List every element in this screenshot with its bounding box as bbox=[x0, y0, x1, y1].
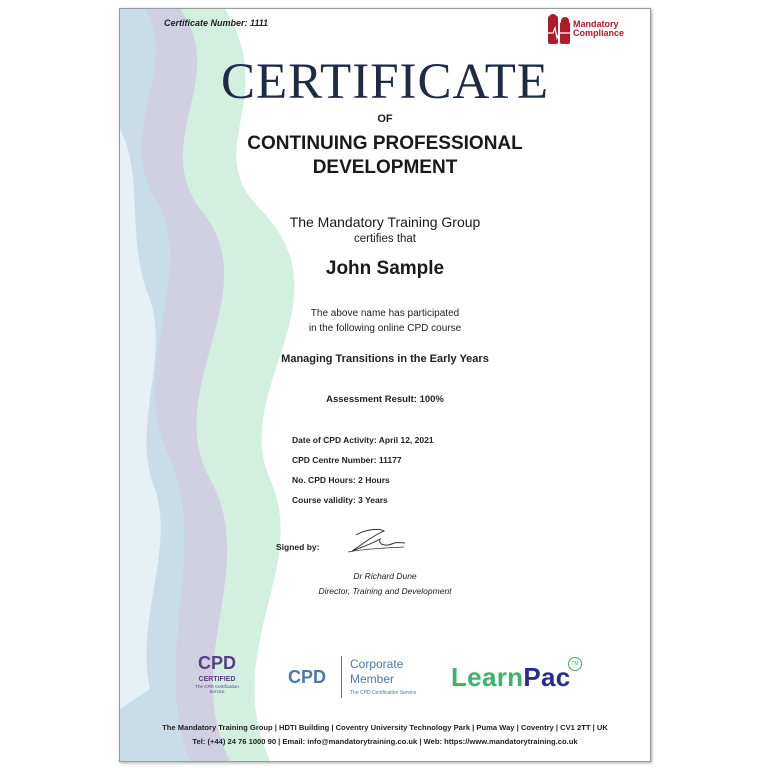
signed-by-label: Signed by: bbox=[276, 542, 320, 552]
certifies-text: certifies that bbox=[354, 233, 416, 245]
cpd-member-member: Member bbox=[350, 672, 395, 686]
trademark-badge: TM bbox=[568, 657, 582, 671]
learnpac-learn: Learn bbox=[451, 662, 524, 692]
signatory-name: Dr Richard Dune bbox=[353, 571, 417, 581]
footer-address: The Mandatory Training Group | HDTI Building | Coventry University Technology Park | Puma Way | Coventry | CV1 2TT | UK bbox=[162, 723, 608, 732]
cpd-hours: No. CPD Hours: 2 Hours bbox=[292, 475, 390, 485]
footer-contact: Tel: (+44) 24 76 1000 90 | Email: info@mandatorytraining.co.uk | Web: https://www.mandatorytraining.co.uk bbox=[192, 737, 578, 746]
cpd-member-mark: CPD bbox=[288, 667, 327, 687]
recipient-name: John Sample bbox=[325, 258, 445, 279]
assessment-result: Assessment Result: 100% bbox=[326, 394, 444, 405]
cpd-certified-tagline: The CPD Certification Service bbox=[195, 684, 239, 694]
subtitle-line-1: CONTINUING PROFESSIONAL bbox=[247, 133, 523, 154]
certificate-number: Certificate Number: 1111 bbox=[164, 18, 269, 28]
brand-line-2: Compliance bbox=[573, 28, 625, 38]
certificate bbox=[119, 8, 651, 762]
signature-image bbox=[344, 525, 406, 555]
cpd-member-divider bbox=[341, 656, 342, 698]
course-name: Managing Transitions in the Early Years bbox=[281, 353, 489, 365]
certificate-subtitle bbox=[120, 132, 650, 180]
subtitle-line-2: DEVELOPMENT bbox=[312, 157, 458, 178]
learnpac-pac: Pac bbox=[523, 662, 571, 692]
title-of: OF bbox=[377, 113, 393, 125]
issuer-name: The Mandatory Training Group bbox=[289, 214, 481, 230]
learnpac-logo bbox=[451, 662, 570, 693]
cpd-certified-mark: CPD bbox=[197, 653, 236, 673]
cpd-member-corporate: Corporate bbox=[350, 657, 404, 671]
certificate-title: CERTIFICATE bbox=[220, 54, 550, 110]
mandatory-compliance-wordmark bbox=[573, 20, 624, 38]
cpd-member-tagline: The CPD Certification Service bbox=[350, 690, 417, 696]
course-validity: Course validity: 3 Years bbox=[292, 495, 388, 505]
date-of-activity: Date of CPD Activity: April 12, 2021 bbox=[292, 435, 434, 445]
cpd-centre-number: CPD Centre Number: 11177 bbox=[292, 455, 402, 465]
participation-line-1: The above name has participated bbox=[310, 308, 460, 319]
participation-line-2: in the following online CPD course bbox=[308, 323, 462, 334]
cpd-certified-label: CERTIFIED bbox=[198, 676, 236, 683]
brand-line-1: Mandatory bbox=[573, 19, 619, 29]
signatory-role: Director, Training and Development bbox=[318, 586, 452, 596]
